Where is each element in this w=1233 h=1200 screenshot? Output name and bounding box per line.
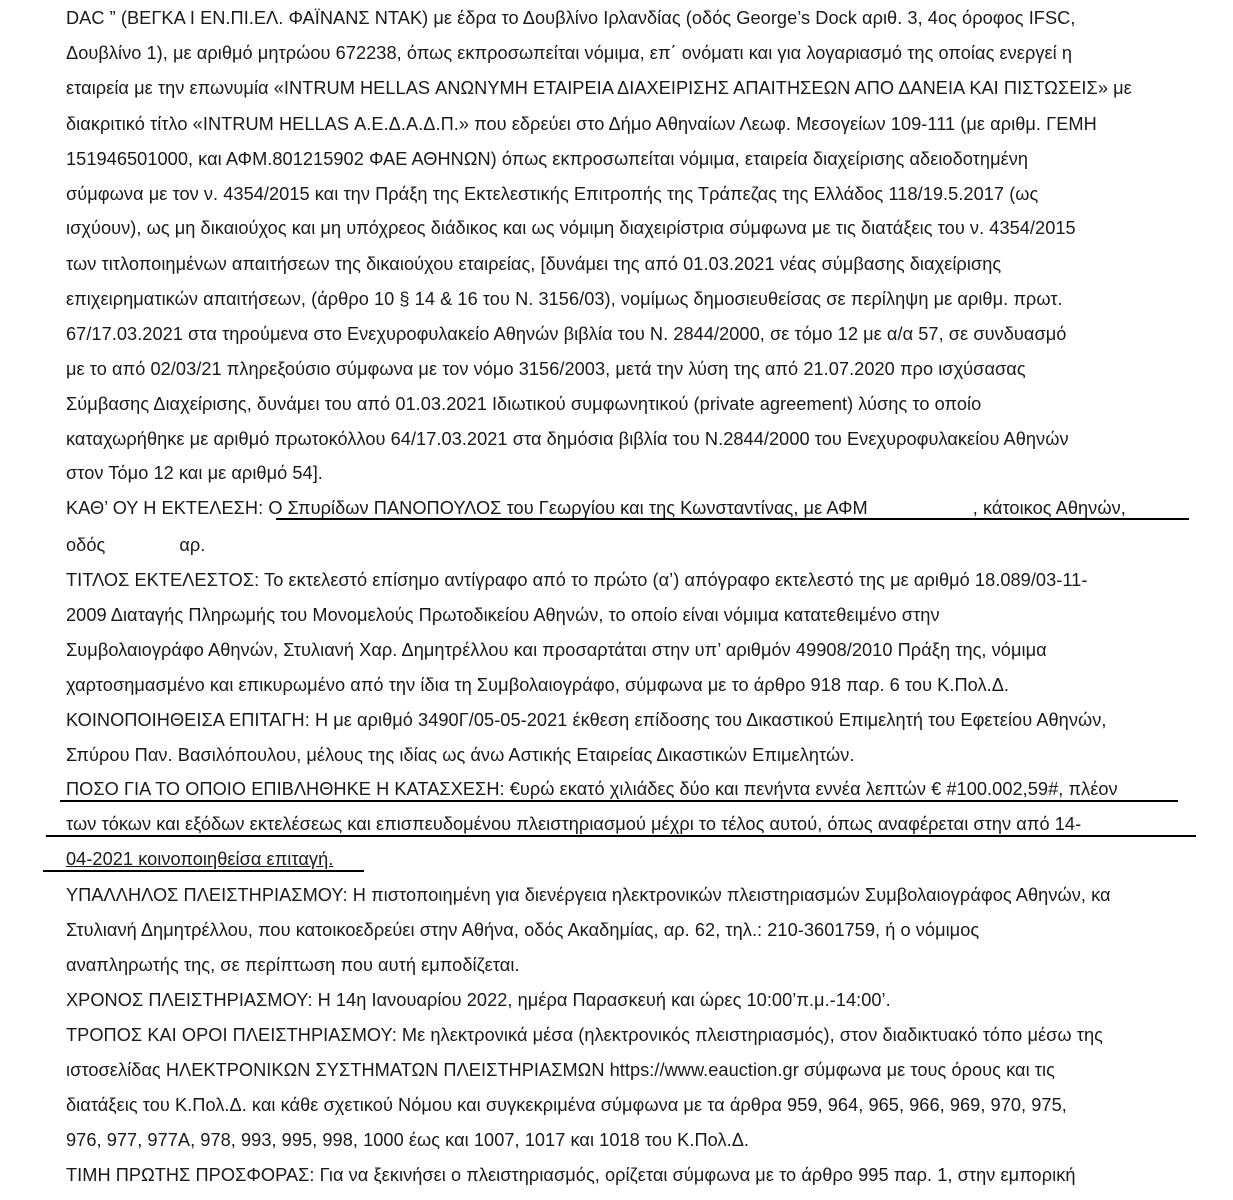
text-line: ΤΙΜΗ ΠΡΩΤΗΣ ΠΡΟΣΦΟΡΑΣ: Για να ξεκινήσει ο πλειστηριασμός, ορίζεται σύμφωνα με το άρθρο 995 παρ. 1, στην εμπορική [66, 1165, 1076, 1185]
text-line: 2009 Διαταγής Πληρωμής του Μονομελούς Πρωτοδικείου Αθηνών, το οποίο είναι νόμιμα κατατεθειμένο στην [66, 605, 940, 625]
number-label: αρ. [179, 535, 206, 555]
debtor-text: ΚΑΘ’ ΟΥ Η ΕΚΤΕΛΕΣΗ: Ο Σπυρίδων ΠΑΝΟΠΟΥΛΟΣ του Γεωργίου και της Κωνσταντίνας, με ΑΦΜ [66, 498, 868, 518]
text-line: ΧΡΟΝΟΣ ΠΛΕΙΣΤΗΡΙΑΣΜΟΥ: Η 14η Ιανουαρίου 2022, ημέρα Παρασκευή και ώρες 10:00’π.μ.-14:00’. [66, 990, 891, 1010]
text-line: ΤΡΟΠΟΣ ΚΑΙ ΟΡΟΙ ΠΛΕΙΣΤΗΡΙΑΣΜΟΥ: Με ηλεκτρονικά μέσα (ηλεκτρονικός πλειστηριασμός), στον διαδικτυακό τόπο μέσω της [66, 1025, 1103, 1045]
text-line: Στυλιανή Δημητρέλλου, που κατοικοεδρεύει στην Αθήνα, οδός Ακαδημίας, αρ. 62, τηλ.: 210-3601759, ή ο νόμιμος [66, 920, 980, 940]
street-label: οδός [66, 535, 106, 555]
text-line: ΚΟΙΝΟΠΟΙΗΘΕΙΣΑ ΕΠΙΤΑΓΗ: Η με αριθμό 3490Γ/05-05-2021 έκθεση επίδοσης του Δικαστικού Επιμελητή του Εφετείου Αθηνών, [66, 710, 1107, 730]
amount-line: των τόκων και εξόδων εκτελέσεως και επισπευδομένου πλειστηριασμού μέχρι το τέλος αυτού, όπως αναφέρεται στην από 14- [66, 814, 1082, 834]
text-line: 151946501000, και ΑΦΜ.801215902 ΦΑΕ ΑΘΗΝΩΝ) όπως εκπροσωπείται νόμιμα, εταιρεία διαχείρισης αδειοδοτημένη [66, 149, 1029, 169]
text-line: επιχειρηματικών απαιτήσεων, (άρθρο 10 § 14 & 16 του Ν. 3156/03), νομίμως δημοσιευθείσας σε περίληψη με αριθμ. πρωτ. [66, 289, 1063, 309]
text-line: διατάξεις του Κ.Πολ.Δ. και κάθε σχετικού Νόμου και συγκεκριμένα σύμφωνα με τα άρθρα 959, 964, 965, 966, 969, 970, 975, [66, 1095, 1067, 1115]
address-line [66, 534, 235, 556]
text-line: σύμφωνα με τον ν. 4354/2015 και την Πράξη της Εκτελεστικής Επιτροπής της Τράπεζας της Ελλάδος 118/19.5.2017 (ως [66, 184, 1039, 204]
amount-line: 04-2021 κοινοποιηθείσα επιταγή. [66, 849, 334, 869]
debtor-line [66, 497, 1126, 519]
redacted-street [105, 534, 179, 556]
text-line: με το από 02/03/21 πληρεξούσιο σύμφωνα με τον νόμο 3156/2003, μετά την λύση της από 21.07.2020 προ ισχύσασας [66, 359, 1026, 379]
underline-rule [276, 518, 1189, 520]
redacted-tax-id [868, 497, 973, 519]
text-line: καταχωρήθηκε με αριθμό πρωτοκόλλου 64/17.03.2021 στα δημόσια βιβλία του Ν.2844/2000 του Ενεχυροφυλακείου Αθηνών [66, 429, 1069, 449]
text-line: Σπύρου Παν. Βασιλόπουλου, μέλους της ιδίας ως άνω Αστικής Εταιρείας Δικαστικών Επιμελητών. [66, 745, 855, 765]
text-line: εταιρεία με την επωνυμία «INTRUM HELLAS ΑΝΩΝΥΜΗ ΕΤΑΙΡΕΙΑ ΔΙΑΧΕΙΡΙΣΗΣ ΑΠΑΙΤΗΣΕΩΝ ΑΠΟ ΔΑΝΕΙΑ ΚΑΙ ΠΙΣΤΩΣΕΙΣ» με [66, 78, 1132, 98]
text-line: 67/17.03.2021 στα τηρούμενα στο Ενεχυροφυλακείο Αθηνών βιβλία του Ν. 2844/2000, σε τόμο 12 με α/α 57, σε συνδυασμό [66, 324, 1067, 344]
amount-line: ΠΟΣΟ ΓΙΑ ΤΟ ΟΠΟΙΟ ΕΠΙΒΛΗΘΗΚΕ Η ΚΑΤΑΣΧΕΣΗ: €υρώ εκατό χιλιάδες δύο και πενήντα εννέα λεπτών € #100.002,59#, πλέον [66, 779, 1118, 799]
debtor-residence: , κάτοικος Αθηνών, [972, 498, 1126, 518]
text-line: ιστοσελίδας ΗΛΕΚΤΡΟΝΙΚΩΝ ΣΥΣΤΗΜΑΤΩΝ ΠΛΕΙΣΤΗΡΙΑΣΜΩΝ https://www.eauction.gr σύμφωνα με τους όρους και τις [66, 1060, 1055, 1080]
text-line: Συμβολαιογράφο Αθηνών, Στυλιανή Χαρ. Δημητρέλλου και προσαρτάται στην υπ’ αριθμόν 49908/2010 Πράξη της, νόμιμα [66, 640, 1047, 660]
text-line: Σύμβασης Διαχείρισης, δυνάμει του από 01.03.2021 Ιδιωτικού συμφωνητικού (private agreement) λύσης το οποίο [66, 394, 982, 414]
underline-rule [46, 835, 1196, 837]
text-line: των τιτλοποιημένων απαιτήσεων της δικαιούχου εταιρείας, [δυνάμει της από 01.03.2021 νέας σύμβασης διαχείρισης [66, 254, 1002, 274]
underline-rule [60, 800, 1178, 802]
text-line: ΥΠΑΛΛΗΛΟΣ ΠΛΕΙΣΤΗΡΙΑΣΜΟΥ: Η πιστοποιημένη για διενέργεια ηλεκτρονικών πλειστηριασμών Συμβολαιογράφος Αθηνών, κα [66, 885, 1111, 905]
text-line: Δουβλίνο 1), με αριθμό μητρώου 672238, όπως εκπροσωπείται νόμιμα, επ΄ ονόματι και για λογαριασμό της οποίας ενεργεί η [66, 43, 1073, 63]
text-line: διακριτικό τίτλο «INTRUM HELLAS Α.Ε.Δ.Α.Δ.Π.» που εδρεύει στο Δήμο Αθηναίων Λεωφ. Μεσογείων 109-111 (με αριθμ. ΓΕΜΗ [66, 114, 1097, 134]
text-line: στον Τόμο 12 και με αριθμό 54]. [66, 463, 323, 483]
text-line: DAC ” (ΒΕΓΚΑ Ι ΕΝ.ΠΙ.ΕΛ. ΦΑΪΝΑΝΣ ΝΤΑΚ) με έδρα το Δουβλίνο Ιρλανδίας (οδός George’s Dock αριθ. 3, 4ος όροφος IFSC, [66, 8, 1076, 28]
text-line: ισχύουν), ως μη δικαιούχος και μη υπόχρεος διάδικος και ως νόμιμη διαχειρίστρια σύμφωνα με τις διατάξεις του ν. 4354/2015 [66, 218, 1076, 238]
text-line: ΤΙΤΛΟΣ ΕΚΤΕΛΕΣΤΟΣ: Το εκτελεστό επίσημο αντίγραφο από το πρώτο (α’) απόγραφο εκτελεστό της με αριθμό 18.089/03-11- [66, 570, 1088, 590]
underline-rule [43, 870, 364, 872]
text-line: χαρτοσημασμένο και επικυρωμένο από την ίδια τη Συμβολαιογράφο, σύμφωνα με το άρθρο 918 παρ. 6 του Κ.Πολ.Δ. [66, 675, 1010, 695]
redacted-number [205, 534, 235, 556]
text-line: 976, 977, 977Α, 978, 993, 995, 998, 1000 έως και 1007, 1017 και 1018 του Κ.Πολ.Δ. [66, 1130, 750, 1150]
text-line: αναπληρωτής της, σε περίπτωση που αυτή εμποδίζεται. [66, 955, 520, 975]
